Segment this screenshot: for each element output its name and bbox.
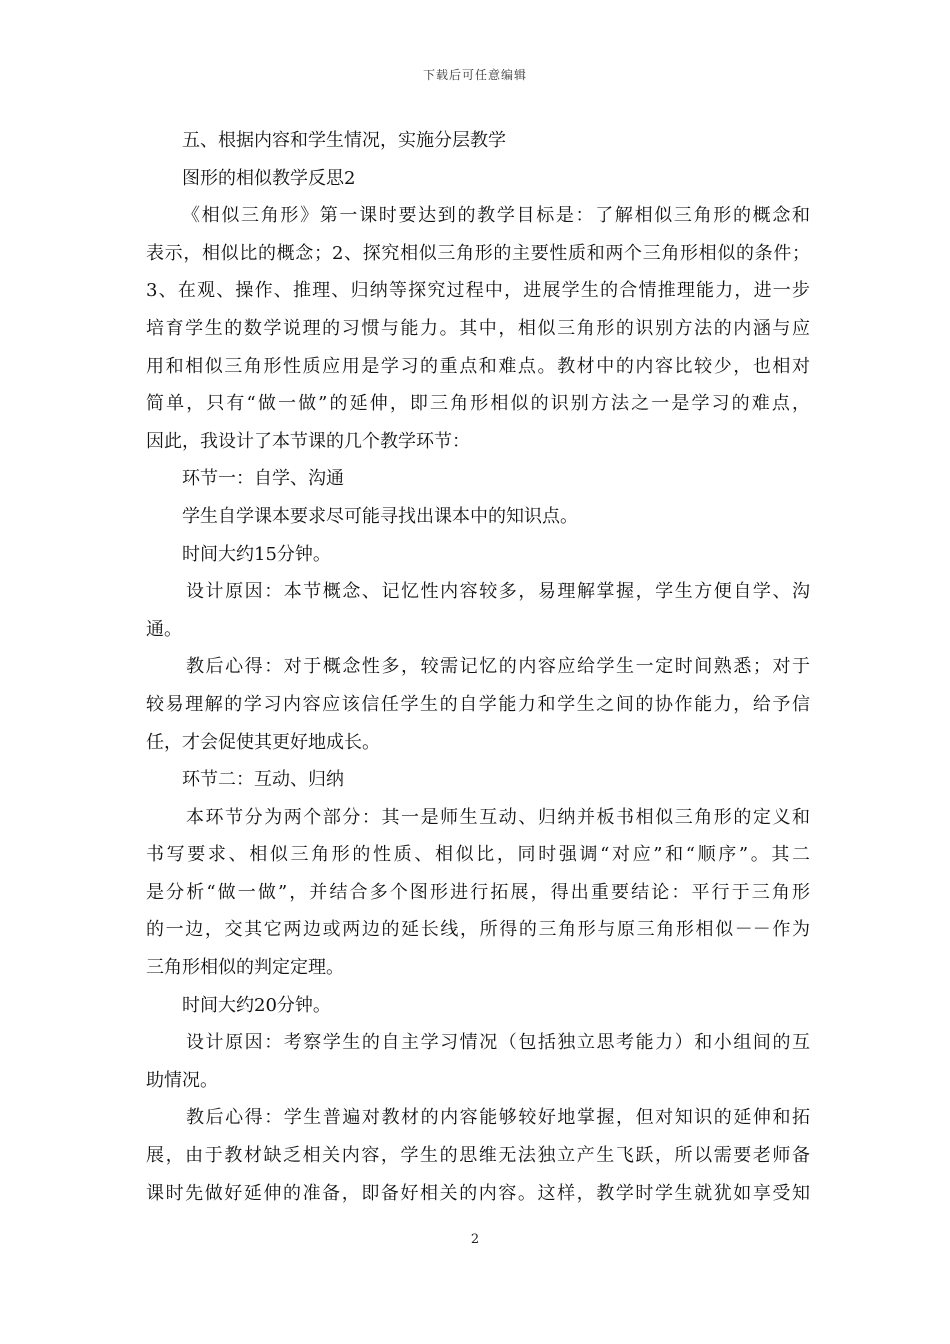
text-line: 任，才会促使其更好地成长。 [146,731,380,753]
text-line: 图形的相似教学反思2 [182,167,356,189]
text-line: 环节二：互动、归纳 [182,769,344,791]
text-line: 简单，只有“做一做”的延伸，即三角形相似的识别方法之一是学习的难点， [146,393,810,415]
text-line: 助情况。 [146,1069,218,1091]
text-line: 环节一：自学、沟通 [182,468,344,490]
text-line: 因此，我设计了本节课的几个教学环节： [146,430,470,452]
text-line: 课时先做好延伸的准备，即备好相关的内容。这样，教学时学生就犹如享受知 [146,1182,810,1204]
text-line: 五、根据内容和学生情况，实施分层教学 [182,130,506,151]
text-line: 书写要求、相似三角形的性质、相似比，同时强调“对应”和“顺序”。其二 [146,844,810,866]
text-line: 本环节分为两个部分：其一是师生互动、归纳并板书相似三角形的定义和 [186,806,810,828]
text-line: 《相似三角形》第一课时要达到的教学目标是：了解相似三角形的概念和 [182,205,810,227]
text-line: 三角形相似的判定定理。 [146,957,344,979]
text-line: 较易理解的学习内容应该信任学生的自学能力和学生之间的协作能力，给予信 [146,693,810,715]
text-line: 是分析“做一做”，并结合多个图形进行拓展，得出重要结论：平行于三角形 [146,881,810,903]
text-line: 3、在观、操作、推理、归纳等探究过程中，进展学生的合情推理能力，进一步 [146,280,810,302]
text-line: 教后心得：对于概念性多，较需记忆的内容应给学生一定时间熟悉；对于 [186,656,810,678]
text-line: 用和相似三角形性质应用是学习的重点和难点。教材中的内容比较少，也相对 [146,355,810,377]
text-line: 的一边，交其它两边或两边的延长线，所得的三角形与原三角形相似－－作为 [146,919,810,941]
text-line: 培育学生的数学说理的习惯与能力。其中，相似三角形的识别方法的内涵与应 [146,317,810,339]
text-line: 表示，相似比的概念；2、探究相似三角形的主要性质和两个三角形相似的条件； [146,242,810,264]
page-number: 2 [470,1232,480,1247]
text-line: 时间大约15分钟。 [182,543,331,565]
page-header: 下载后可任意编辑 [422,68,527,82]
text-line: 学生自学课本要求尽可能寻找出课本中的知识点。 [182,505,578,527]
text-line: 时间大约20分钟。 [182,994,331,1016]
text-line: 设计原因：考察学生的自主学习情况（包括独立思考能力）和小组间的互 [186,1032,810,1054]
text-line: 教后心得：学生普遍对教材的内容能够较好地掌握，但对知识的延伸和拓 [186,1107,810,1129]
text-line: 展，由于教材缺乏相关内容，学生的思维无法独立产生飞跃，所以需要老师备 [146,1145,810,1167]
document-body [146,122,810,1212]
text-line: 通。 [146,618,182,640]
text-line: 设计原因：本节概念、记忆性内容较多，易理解掌握，学生方便自学、沟 [186,581,810,603]
